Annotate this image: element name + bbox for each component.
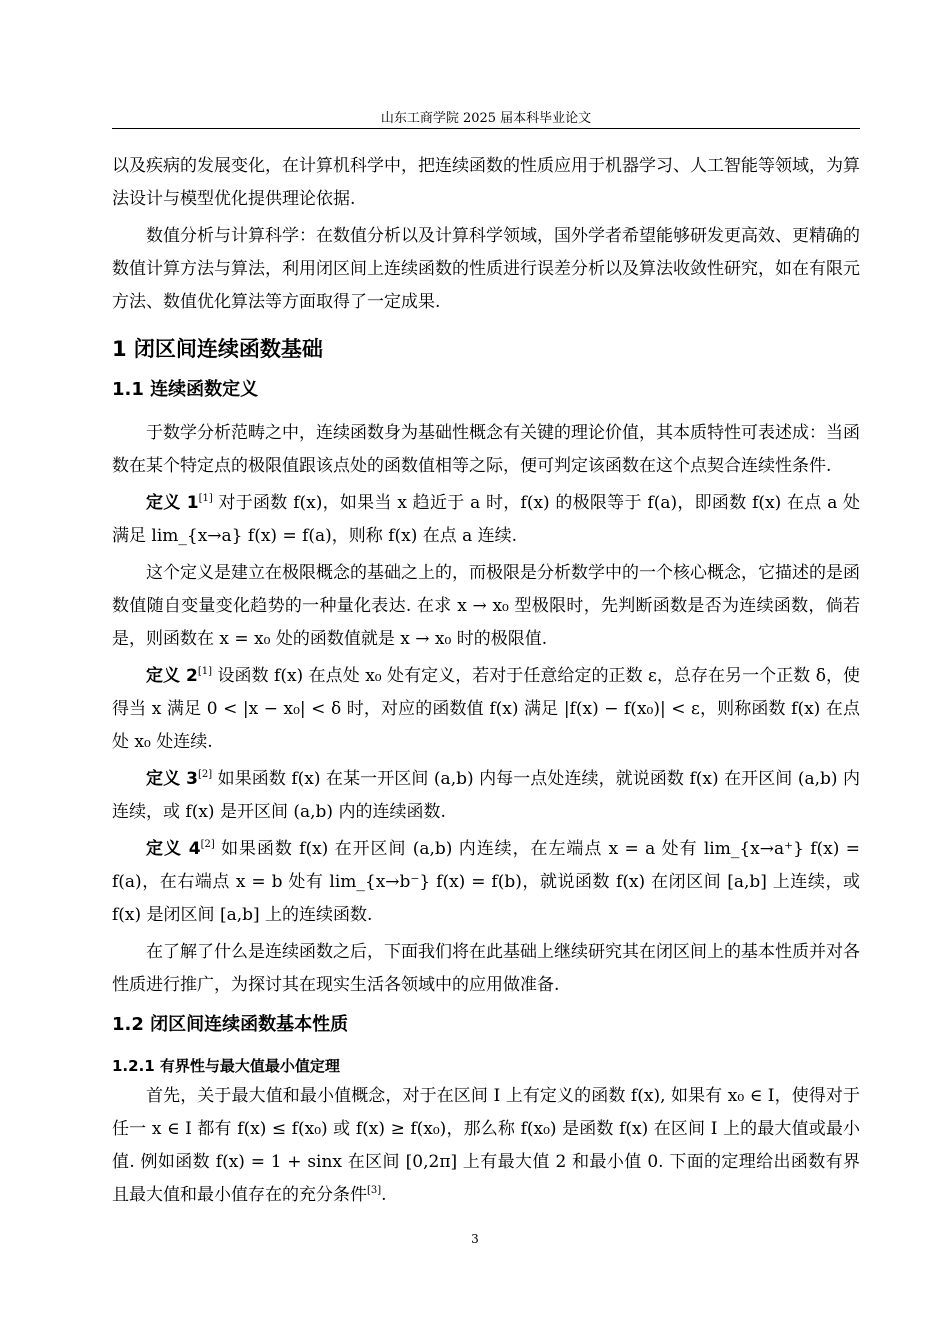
paragraph-extrema (112, 1080, 860, 1212)
definition-3-label: 定义 3 (146, 769, 198, 789)
paragraph-numerical-analysis: 数值分析与计算科学：在数值分析以及计算科学领域，国外学者希望能够研发更高效、更精确的数值计算方法与算法，利用闭区间上连续函数的性质进行误差分析以及算法收敛性研究，如在有限元方法、数值优化算法等方面取得了一定成果. (112, 226, 860, 312)
section-heading-1-2: 1.2 闭区间连续函数基本性质 (112, 1014, 349, 1035)
paragraph-continuation: 以及疾病的发展变化，在计算机科学中，把连续函数的性质应用于机器学习、人工智能等领域，为算法设计与模型优化提供理论依据. (112, 156, 860, 209)
definition-4-text: 如果函数 f(x) 在开区间 (a,b) 内连续，在左端点 x = a 处有 lim_{x→a⁺} f(x) = f(a)，在右端点 x = b 处有 lim_{x→b⁻} f(x) = f(b)，就说函数 f(x) 在闭区间 [a,b] 上连续，或 f(x) 是闭区间 [a,b] 上的连续函数. (112, 839, 860, 925)
definition-3 (112, 763, 860, 829)
definition-1-label: 定义 1 (146, 493, 199, 513)
paragraph-transition: 在了解了什么是连续函数之后，下面我们将在此基础上继续研究其在闭区间上的基本性质并对各性质进行推广，为探讨其在现实生活各领域中的应用做准备. (112, 942, 860, 995)
definition-4 (112, 833, 860, 932)
definition-4-label: 定义 4 (146, 839, 201, 859)
definition-1 (112, 487, 860, 553)
definition-2 (112, 660, 860, 759)
paragraph-extrema-end: . (381, 1185, 387, 1205)
subsection-heading-1-2-1: 1.2.1 有界性与最大值最小值定理 (112, 1057, 340, 1075)
definition-2-text: 设函数 f(x) 在点处 x₀ 处有定义，若对于任意给定的正数 ε，总存在另一个正数 δ，使得当 x 满足 0 < |x − x₀| < δ 时，对应的函数值 f(x) 满足 |f(x) − f(x₀)| < ε，则称函数 f(x) 在点处 x₀ 处连续. (112, 666, 861, 752)
running-header: 山东工商学院 2025 届本科毕业论文 (380, 111, 592, 126)
section-heading-1-1: 1.1 连续函数定义 (112, 379, 259, 400)
chapter-heading: 1 闭区间连续函数基础 (112, 337, 323, 361)
header-rule (112, 128, 860, 129)
citation-ref: [1] (197, 666, 213, 677)
citation-ref: [2] (200, 839, 215, 850)
definition-2-label: 定义 2 (146, 666, 198, 686)
definition-1-text: 对于函数 f(x)，如果当 x 趋近于 a 时，f(x) 的极限等于 f(a)，即函数 f(x) 在点 a 处满足 lim_{x→a} f(x) = f(a)，则称 f(x) 在点 a 连续. (112, 493, 861, 546)
paragraph-continuity-intro: 于数学分析范畴之中，连续函数身为基础性概念有关键的理论价值，其本质特性可表述成：当函数在某个特定点的极限值跟该点处的函数值相等之际，便可判定该函数在这个点契合连续性条件. (112, 423, 860, 476)
paragraph-limit-explanation: 这个定义是建立在极限概念的基础之上的，而极限是分析数学中的一个核心概念，它描述的是函数值随自变量变化趋势的一种量化表达. 在求 x → x₀ 型极限时，先判断函数是否为连续函数，倘若是，则函数在 x = x₀ 处的函数值就是 x → x₀ 时的极限值. (112, 563, 860, 649)
definition-3-text: 如果函数 f(x) 在某一开区间 (a,b) 内每一点处连续，就说函数 f(x) 在开区间 (a,b) 内连续，或 f(x) 是开区间 (a,b) 内的连续函数. (112, 769, 860, 822)
paragraph-extrema-text: 首先，关于最大值和最小值概念，对于在区间 I 上有定义的函数 f(x), 如果有 x₀ ∈ I，使得对于任一 x ∈ I 都有 f(x) ≤ f(x₀) 或 f(x) ≥ f(x₀)，那么称 f(x₀) 是函数 f(x) 在区间 I 上的最大值或最小值. 例如函数 f(x) = 1 + sinx 在区间 [0,2π] 上有最大值 2 和最小值 0. 下面的定理给出函数有界且最大值和最小值存在的充分条件 (112, 1086, 860, 1205)
citation-ref: [3] (367, 1185, 382, 1196)
citation-ref: [2] (197, 769, 213, 780)
citation-ref: [1] (198, 493, 213, 504)
page-body (112, 150, 860, 1212)
page-number: 3 (471, 1232, 479, 1246)
